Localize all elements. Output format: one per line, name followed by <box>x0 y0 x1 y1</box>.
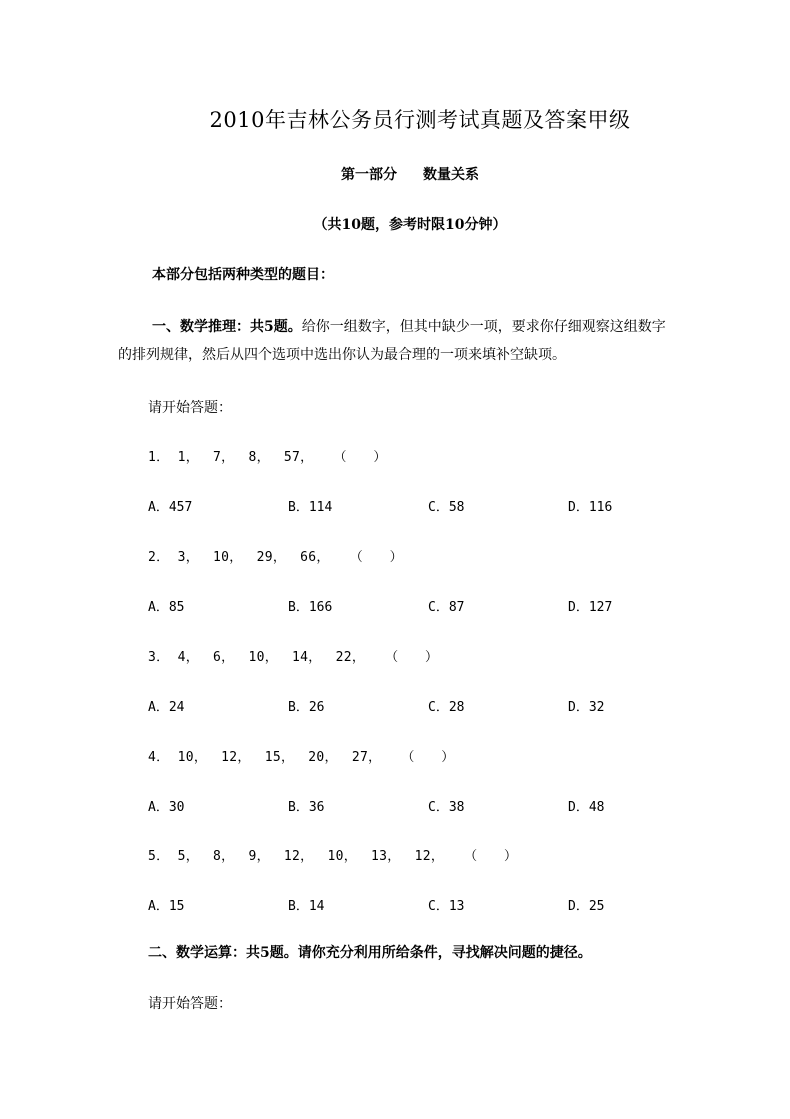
option-c: C．13 <box>428 899 465 914</box>
sequence-item: 66， <box>300 550 330 565</box>
option-a: A．15 <box>148 899 185 914</box>
sequence-item: 29， <box>256 550 287 565</box>
section1-lead: 一、数学推理：共5题。 <box>152 319 302 335</box>
question-number: 2． <box>148 550 170 565</box>
sequence-item: 10， <box>327 849 358 864</box>
option-b: B．166 <box>288 600 333 615</box>
part-heading <box>0 164 790 184</box>
answer-blank: （ ） <box>333 450 387 465</box>
option-d: D．32 <box>568 700 605 715</box>
answer-blank: （ ） <box>464 849 518 864</box>
sequence-item: 3， <box>177 550 200 565</box>
sequence-item: 1， <box>177 450 200 465</box>
section2-heading: 二、数学运算：共5题。请你充分利用所给条件，寻找解决问题的捷径。 <box>148 945 592 961</box>
question-5 <box>148 845 517 864</box>
option-a: A．457 <box>148 500 193 515</box>
start-prompt-2: 请开始答题： <box>148 996 232 1012</box>
question-number: 3． <box>148 650 170 665</box>
sequence-item: 6， <box>213 650 235 665</box>
answer-blank: （ ） <box>401 750 455 765</box>
option-c: C．38 <box>428 800 465 815</box>
intro-text: 本部分包括两种类型的题目： <box>152 267 334 283</box>
question-number: 5． <box>148 849 170 864</box>
option-c: C．28 <box>428 700 465 715</box>
sequence-item: 20， <box>308 750 338 765</box>
question-1 <box>148 446 387 465</box>
part-name: 数量关系 <box>423 167 479 183</box>
sequence-item: 9， <box>248 849 270 864</box>
sequence-item: 27， <box>351 750 382 765</box>
option-d: D．25 <box>568 899 605 914</box>
time-note: （共10题，参考时限10分钟） <box>313 217 507 233</box>
option-a: A．85 <box>148 600 185 615</box>
answer-blank: （ ） <box>385 650 439 665</box>
option-b: B．114 <box>288 500 333 515</box>
sequence-item: 10， <box>177 750 208 765</box>
sequence-item: 10， <box>213 550 243 565</box>
option-c: C．58 <box>428 500 465 515</box>
sequence-item: 8， <box>248 450 270 465</box>
sequence-item: 7， <box>213 450 235 465</box>
sequence-item: 22， <box>335 650 366 665</box>
part-label: 第一部分 <box>341 167 397 183</box>
option-d: D．116 <box>568 500 613 515</box>
question-4 <box>148 746 455 765</box>
document-title: 2010年吉林公务员行测考试真题及答案甲级 <box>209 108 631 132</box>
sequence-item: 5， <box>177 849 200 864</box>
sequence-item: 12， <box>414 849 445 864</box>
question-number: 1． <box>148 450 170 465</box>
sequence-item: 4， <box>177 650 200 665</box>
question-3 <box>148 646 438 665</box>
sequence-item: 10， <box>248 650 279 665</box>
option-a: A．24 <box>148 700 185 715</box>
option-d: D．127 <box>568 600 613 615</box>
option-c: C．87 <box>428 600 465 615</box>
option-d: D．48 <box>568 800 605 815</box>
question-number: 4． <box>148 750 170 765</box>
start-prompt: 请开始答题： <box>148 400 232 416</box>
question-2 <box>148 546 403 565</box>
sequence-item: 14， <box>292 650 322 665</box>
option-b: B．36 <box>288 800 325 815</box>
sequence-item: 12， <box>283 849 314 864</box>
sequence-item: 13， <box>371 849 401 864</box>
section1-paragraph <box>118 313 678 369</box>
option-a: A．30 <box>148 800 185 815</box>
option-b: B．26 <box>288 700 325 715</box>
sequence-item: 15， <box>264 750 295 765</box>
sequence-item: 57， <box>283 450 314 465</box>
answer-blank: （ ） <box>349 550 403 565</box>
sequence-item: 8， <box>213 849 235 864</box>
option-b: B．14 <box>288 899 325 914</box>
sequence-item: 12， <box>221 750 251 765</box>
section1-text: 给你一组数字，但其中缺少一项，要求你仔细观察这组数字的排列规律，然后从四个选项中选出你认为最合理的一项来填补空缺项。 <box>118 319 666 363</box>
